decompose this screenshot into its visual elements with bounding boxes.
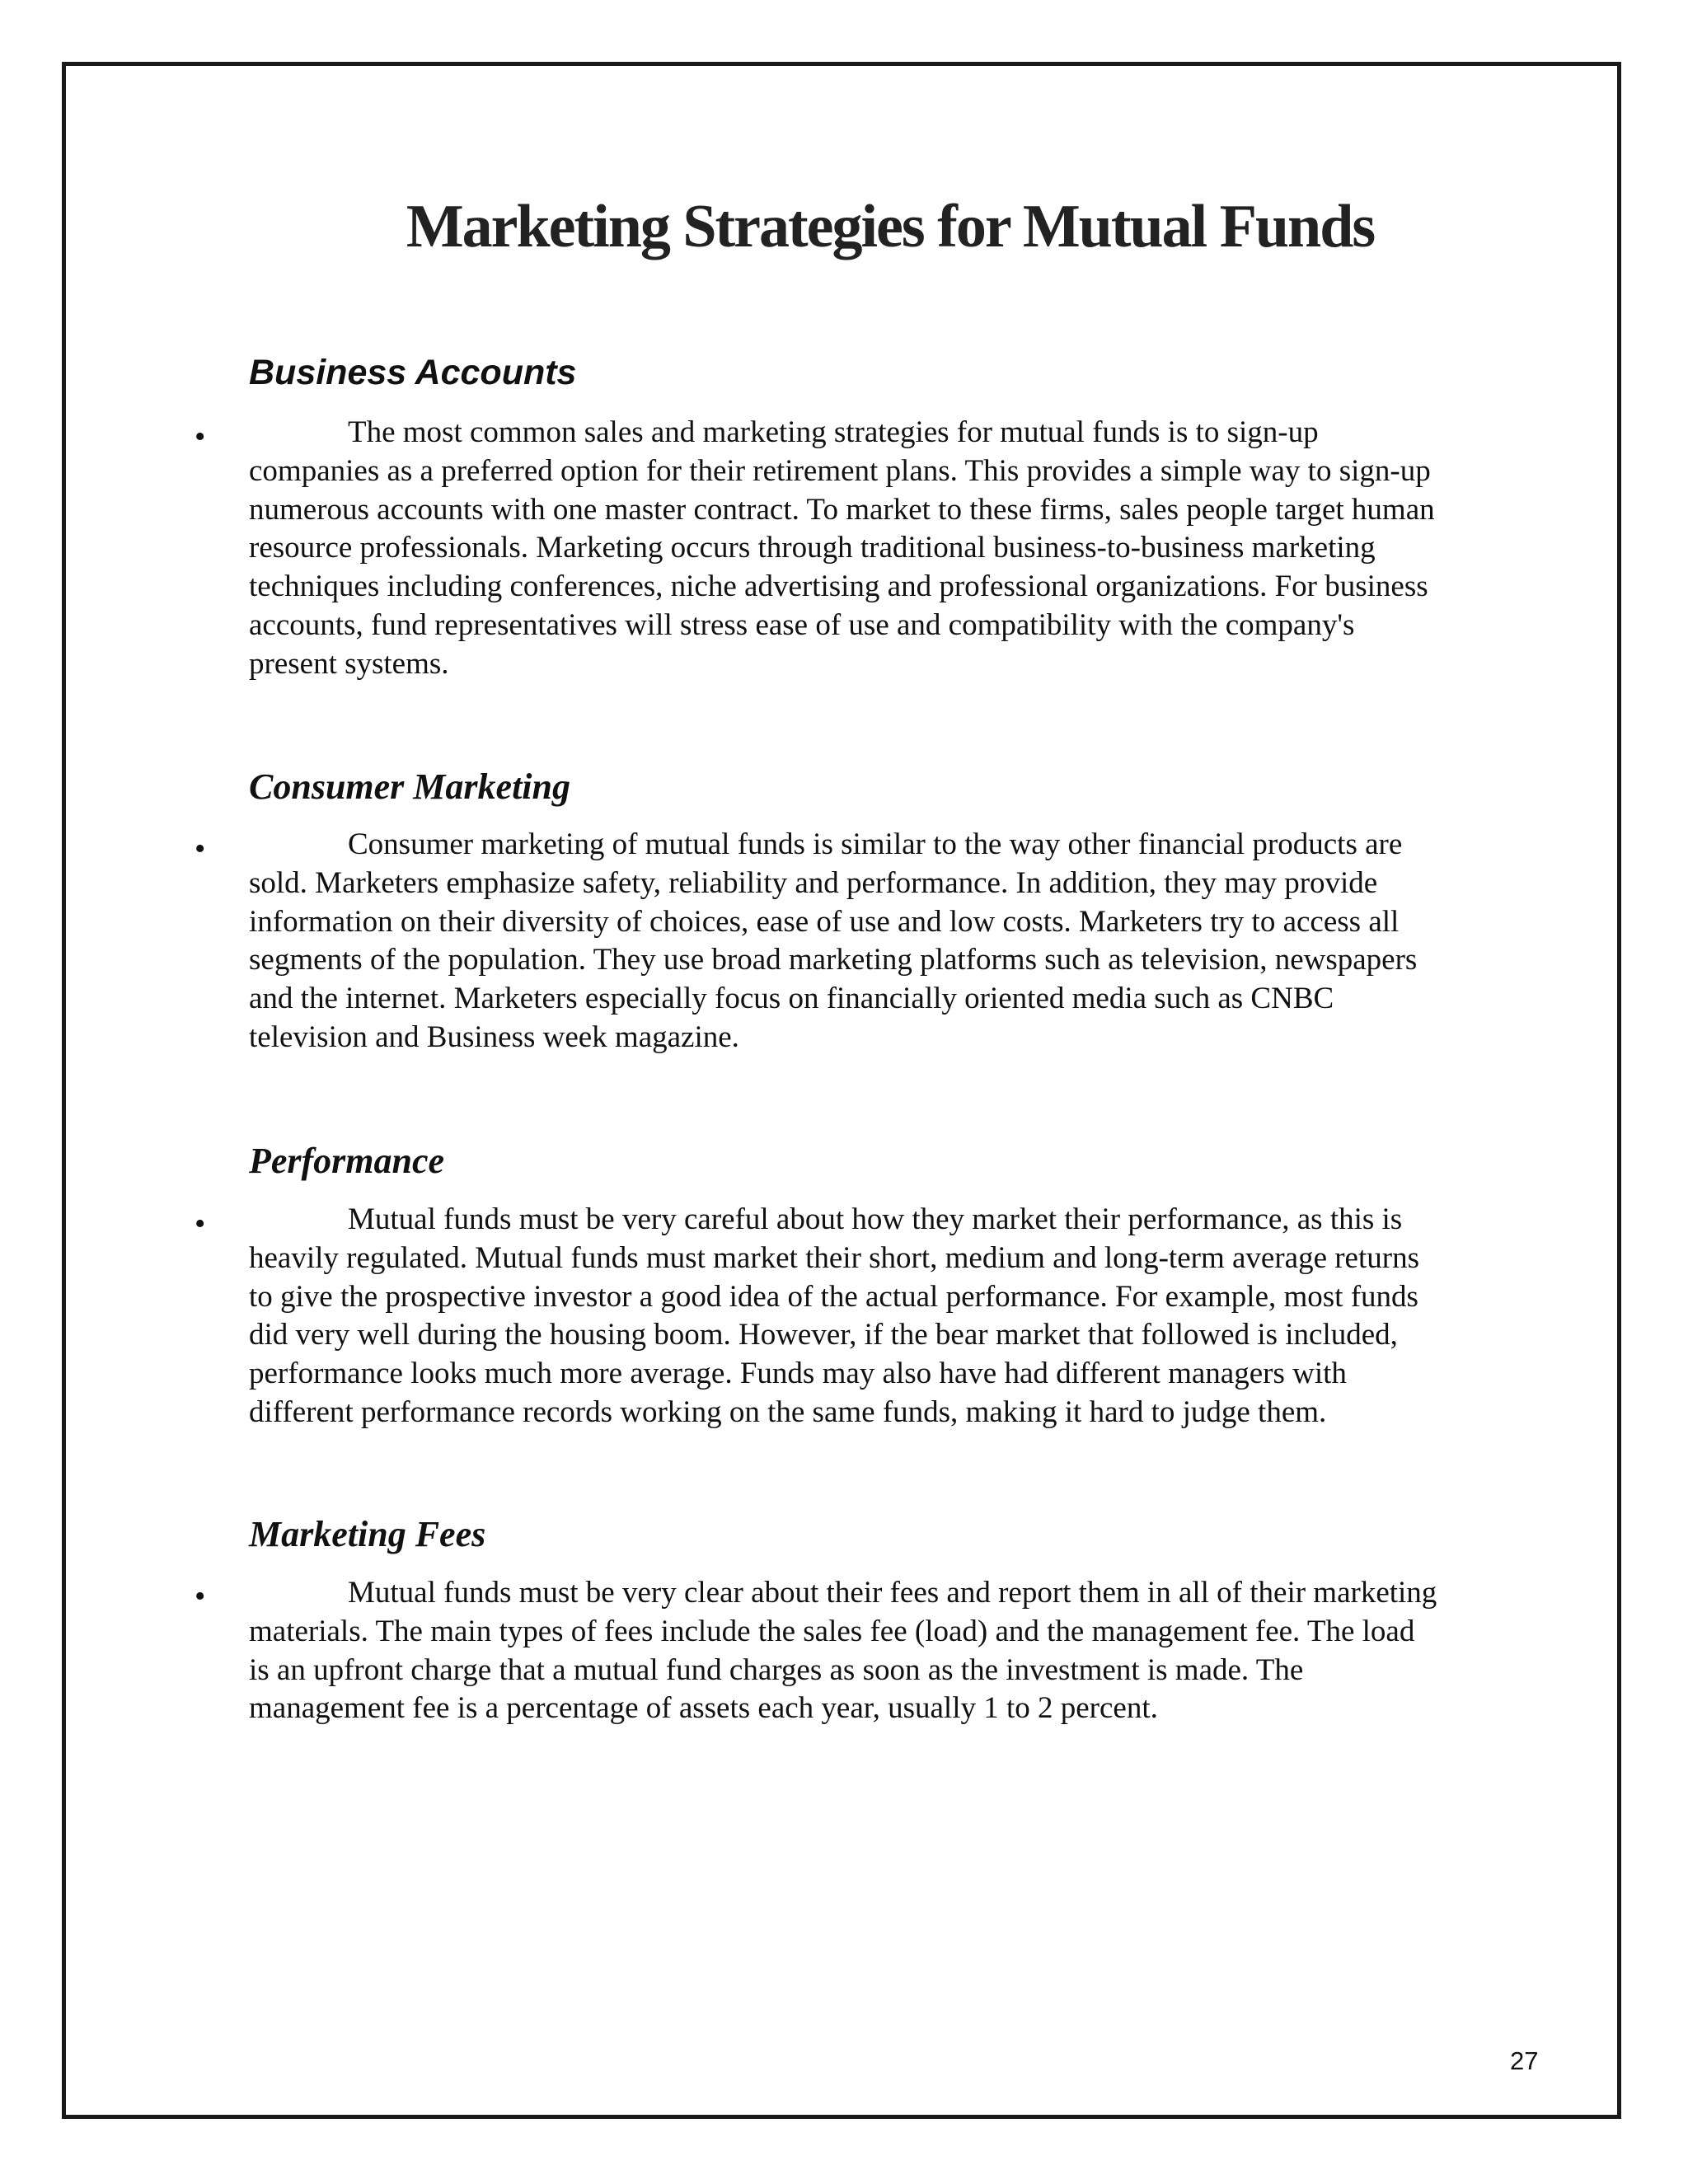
section-heading: Business Accounts — [249, 353, 577, 392]
section-heading: Performance — [249, 1141, 445, 1181]
bullet-icon: • — [195, 832, 206, 866]
paragraph-line: Mutual funds must be very careful about how they market their performance, as this is — [348, 1202, 1403, 1236]
paragraph-line: is an upfront charge that a mutual fund charges as soon as the investment is made. The — [249, 1652, 1304, 1687]
bullet-icon: • — [195, 1207, 206, 1241]
bullet-icon: • — [195, 419, 206, 454]
bullet-icon: • — [195, 1579, 206, 1614]
section-heading: Marketing Fees — [249, 1514, 486, 1554]
paragraph-line: television and Business week magazine. — [249, 1019, 739, 1054]
paragraph-line: resource professionals. Marketing occurs through traditional business-to-business marketing — [249, 531, 1376, 565]
section-paragraph — [249, 826, 1568, 1057]
paragraph-line: to give the prospective investor a good idea of the actual performance. For example, most funds — [249, 1279, 1418, 1314]
paragraph-line: did very well during the housing boom. However, if the bear market that followed is included, — [249, 1318, 1398, 1352]
paragraph-line: sold. Marketers emphasize safety, reliability and performance. In addition, they may provide — [249, 865, 1378, 900]
section-paragraph — [249, 1574, 1568, 1728]
section-paragraph — [249, 414, 1568, 684]
paragraph-line: present systems. — [249, 646, 449, 681]
paragraph-line: management fee is a percentage of assets each year, usually 1 to 2 percent. — [249, 1691, 1158, 1726]
paragraph-line: and the internet. Marketers especially focus on financially oriented media such as CNBC — [249, 982, 1334, 1016]
paragraph-line: accounts, fund representatives will stress ease of use and compatibility with the company's — [249, 607, 1355, 642]
paragraph-line: numerous accounts with one master contract. To market to these firms, sales people target human — [249, 492, 1435, 527]
page-number: 27 — [1510, 2046, 1539, 2075]
paragraph-line: companies as a preferred option for their retirement plans. This provides a simple way to sign-up — [249, 453, 1431, 488]
paragraph-line: performance looks much more average. Funds may also have had different managers with — [249, 1357, 1347, 1391]
paragraph-line: information on their diversity of choices, ease of use and low costs. Marketers try to access all — [249, 904, 1400, 939]
paragraph-line: The most common sales and marketing strategies for mutual funds is to sign-up — [348, 415, 1319, 449]
paragraph-line: heavily regulated. Mutual funds must market their short, medium and long-term average returns — [249, 1240, 1419, 1275]
paragraph-line: segments of the population. They use broad marketing platforms such as television, newspapers — [249, 943, 1418, 977]
page-title: Marketing Strategies for Mutual Funds — [406, 193, 1375, 260]
paragraph-line: Consumer marketing of mutual funds is similar to the way other financial products are — [348, 827, 1403, 861]
paragraph-line: Mutual funds must be very clear about their fees and report them in all of their marketing — [348, 1576, 1437, 1610]
section-heading: Consumer Marketing — [249, 766, 570, 807]
paragraph-line: materials. The main types of fees include the sales fee (load) and the management fee. The load — [249, 1614, 1415, 1648]
paragraph-line: techniques including conferences, niche advertising and professional organizations. For business — [249, 569, 1428, 604]
section-paragraph — [249, 1201, 1568, 1432]
paragraph-line: different performance records working on the same funds, making it hard to judge them. — [249, 1394, 1327, 1429]
